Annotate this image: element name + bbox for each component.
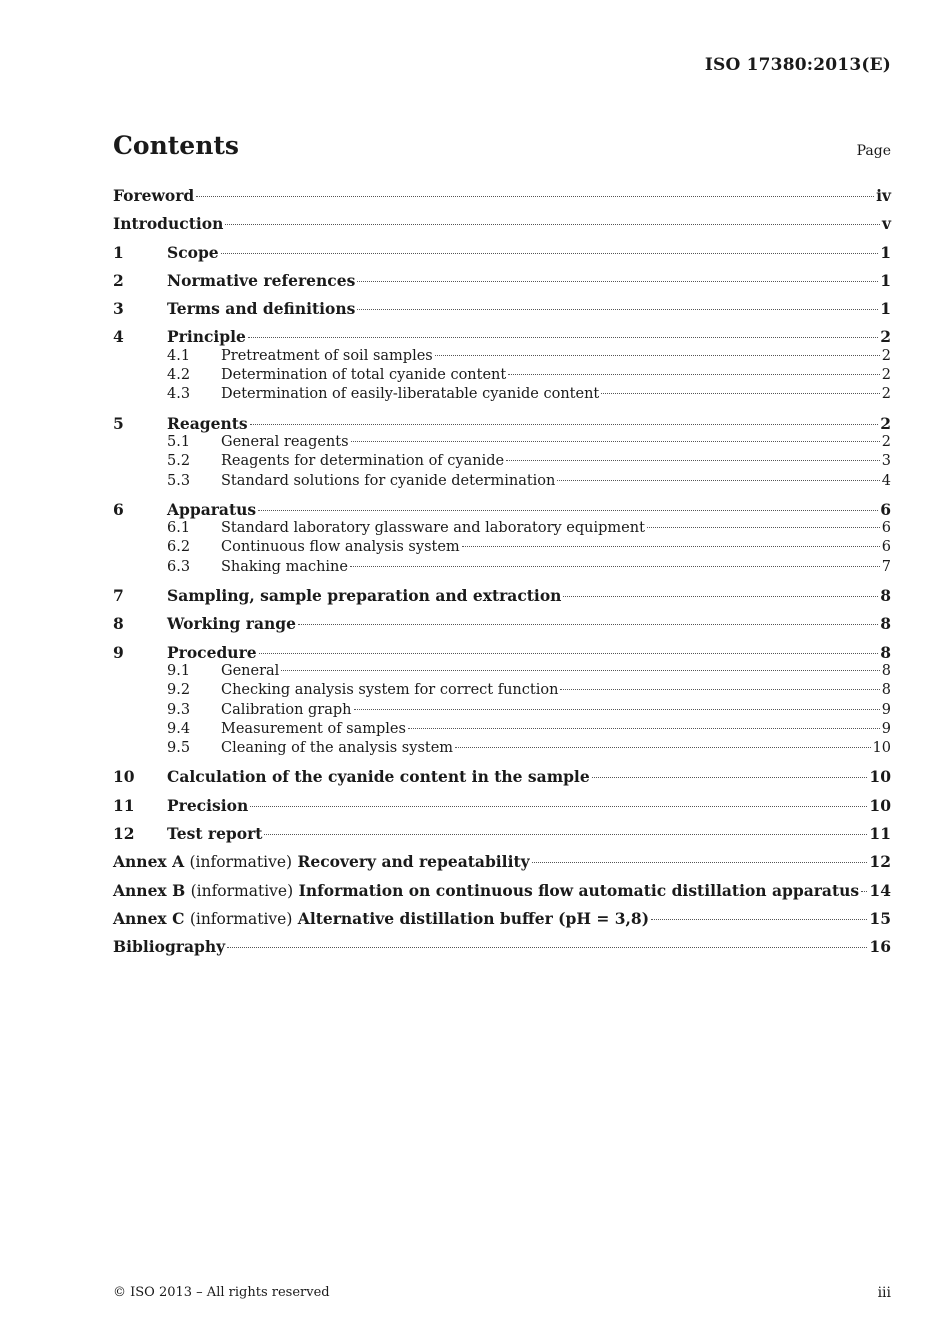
toc-subentry[interactable] [113,538,891,557]
page-column-label: Page [856,143,891,159]
toc-page-number: 10 [869,795,891,815]
toc-label: Introduction [113,214,224,234]
toc-page-number: v [881,214,891,234]
toc-entry[interactable] [113,586,891,605]
annex-title: Information on continuous flow automatic distillation apparatus [298,880,860,900]
toc-label: Standard laboratory glassware and laboratory equipment [221,520,645,537]
toc-entry[interactable] [113,881,891,900]
toc-number: 12 [113,824,135,844]
toc-label: Continuous flow analysis system [221,539,460,556]
toc-page-number: 14 [869,880,891,900]
toc-label: Foreword [113,186,195,205]
toc-number: 4.3 [167,386,191,403]
toc-number: 9 [113,642,124,662]
toc-label: Shaking machine [221,558,348,575]
toc-subentry[interactable] [113,662,891,681]
toc-page-number: 8 [881,682,891,699]
dot-leader [350,566,880,567]
dot-leader [647,527,880,528]
annex-title: Recovery and repeatability [297,852,530,872]
toc-annex-label [113,852,530,872]
annex-qualifier: (informative) [189,909,293,928]
toc-entry[interactable] [113,327,891,346]
toc-number: 4.1 [167,347,191,364]
dot-leader [435,355,880,356]
toc-entry[interactable] [113,299,891,318]
toc-entry[interactable] [113,500,891,519]
dot-leader [601,393,880,394]
toc-subentry[interactable] [113,452,891,471]
dot-leader [351,441,880,442]
toc-annex-label [113,909,649,929]
toc-number: 2 [113,270,124,290]
dot-leader [508,374,880,375]
toc-subentry[interactable] [113,433,891,452]
toc-label: Principle [167,327,246,347]
dot-leader [455,747,871,748]
toc-entry[interactable] [113,614,891,633]
toc-label: Pretreatment of soil samples [221,347,433,364]
toc-entry[interactable] [113,414,891,433]
toc-label: Terms and definitions [167,299,356,319]
toc-number: 11 [113,795,135,815]
toc-entry[interactable] [113,767,891,786]
dot-leader [264,834,867,835]
annex-id: Annex C [113,908,185,928]
toc-number: 5.1 [167,433,191,450]
toc-page-number: 15 [869,908,891,928]
dot-leader [592,777,868,778]
annex-title: Alternative distillation buffer (pH = 3,8) [297,908,650,928]
toc-label: Checking analysis system for correct function [221,682,559,699]
toc-page-number: 9 [881,720,891,737]
toc-label: Reagents [167,413,248,433]
toc-page-number: 1 [880,242,891,262]
toc-page-number: 2 [880,413,891,433]
copyright-notice: © ISO 2013 – All rights reserved [113,1285,330,1300]
toc-page-number: 3 [881,453,891,470]
toc-label: General [221,662,280,679]
toc-page-number: 2 [881,367,891,384]
toc-label: Precision [167,795,249,815]
dot-leader [506,460,880,461]
toc-subentry[interactable] [113,519,891,538]
toc-number: 5.2 [167,453,191,470]
dot-leader [248,337,878,338]
toc-subentry[interactable] [113,681,891,700]
toc-subentry[interactable] [113,347,891,366]
toc-number: 5.3 [167,472,191,489]
dot-leader [354,709,880,710]
toc-label: Procedure [167,642,257,662]
toc-page-number: 6 [880,499,891,519]
dot-leader [532,862,868,863]
dot-leader [281,670,879,671]
document-id: ISO 17380:2013(E) [704,55,891,75]
dot-leader [357,309,878,310]
toc-number: 9.1 [167,662,191,679]
toc-label: Determination of total cyanide content [221,367,507,384]
toc-label: Apparatus [167,499,257,519]
table-of-contents [113,186,891,957]
toc-label: General reagents [221,433,349,450]
toc-label: Determination of easily-liberatable cyanide content [221,386,600,403]
toc-page-number: 8 [880,614,891,634]
toc-subentry[interactable] [113,558,891,577]
toc-number: 10 [113,767,135,787]
toc-number: 8 [113,614,124,634]
toc-page-number: 10 [872,740,891,757]
dot-leader [227,947,867,948]
toc-subentry[interactable] [113,701,891,720]
toc-page-number: 10 [869,767,891,787]
dot-leader [196,196,874,197]
toc-number: 1 [113,242,124,262]
dot-leader [250,806,867,807]
toc-label: Calculation of the cyanide content in the sample [167,767,590,787]
toc-number: 9.3 [167,701,191,718]
toc-page-number: 2 [881,433,891,450]
toc-page-number: 16 [869,937,891,957]
toc-page-number: 8 [880,642,891,662]
dot-leader [259,653,879,654]
toc-annex-label [113,881,859,901]
contents-title: Contents [113,131,240,160]
dot-leader [560,689,879,690]
toc-subentry[interactable] [113,472,891,491]
dot-leader [225,224,880,225]
toc-subentry[interactable] [113,385,891,404]
toc-entry[interactable] [113,186,891,205]
toc-page-number: 8 [880,586,891,606]
toc-entry[interactable] [113,214,891,233]
toc-number: 9.5 [167,740,191,757]
annex-id: Annex A [113,852,185,872]
page-number: iii [877,1285,891,1301]
toc-page-number: 8 [881,662,891,679]
toc-label: Cleaning of the analysis system [221,740,454,757]
dot-leader [221,253,879,254]
toc-page-number: 1 [880,270,891,290]
toc-entry[interactable] [113,643,891,662]
toc-label: Measurement of samples [221,720,406,737]
toc-page-number: 11 [869,824,891,844]
toc-label: Test report [167,824,263,844]
toc-subentry[interactable] [113,720,891,739]
toc-page-number: 6 [881,539,891,556]
dot-leader [250,424,879,425]
dot-leader [563,596,878,597]
toc-entry[interactable] [113,271,891,290]
toc-number: 6.1 [167,520,191,537]
toc-label: Bibliography [113,937,226,957]
dot-leader [462,546,880,547]
toc-subentry[interactable] [113,739,891,758]
dot-leader [861,891,867,892]
toc-page-number: 9 [881,701,891,718]
toc-number: 3 [113,299,124,319]
toc-label: Normative references [167,270,356,290]
toc-number: 6 [113,499,124,519]
toc-number: 4.2 [167,367,191,384]
toc-page-number: 2 [881,386,891,403]
toc-number: 6.3 [167,558,191,575]
annex-qualifier: (informative) [189,853,293,872]
toc-number: 6.2 [167,539,191,556]
toc-page-number: 12 [869,852,891,872]
toc-page-number: 6 [881,520,891,537]
annex-qualifier: (informative) [190,881,294,900]
toc-number: 5 [113,413,124,433]
toc-entry[interactable] [113,909,891,928]
toc-entry[interactable] [113,824,891,843]
toc-page-number: 4 [881,472,891,489]
toc-label: Sampling, sample preparation and extraction [167,586,562,606]
toc-page-number: 1 [880,299,891,319]
annex-id: Annex B [113,880,186,900]
toc-page-number: iv [876,186,891,205]
dot-leader [357,281,878,282]
toc-entry[interactable] [113,243,891,262]
toc-entry[interactable] [113,796,891,815]
toc-label: Scope [167,242,219,262]
toc-label: Calibration graph [221,701,352,718]
toc-entry[interactable] [113,852,891,871]
dot-leader [651,919,867,920]
toc-entry[interactable] [113,937,891,956]
toc-label: Working range [167,614,296,634]
toc-subentry[interactable] [113,366,891,385]
toc-page-number: 2 [881,347,891,364]
toc-label: Reagents for determination of cyanide [221,453,505,470]
toc-page-number: 7 [881,558,891,575]
toc-page-number: 2 [880,327,891,347]
dot-leader [557,480,879,481]
toc-label: Standard solutions for cyanide determination [221,472,556,489]
dot-leader [298,624,878,625]
toc-number: 9.4 [167,720,191,737]
dot-leader [408,728,880,729]
dot-leader [258,510,878,511]
toc-number: 7 [113,586,124,606]
toc-number: 9.2 [167,682,191,699]
toc-number: 4 [113,327,124,347]
